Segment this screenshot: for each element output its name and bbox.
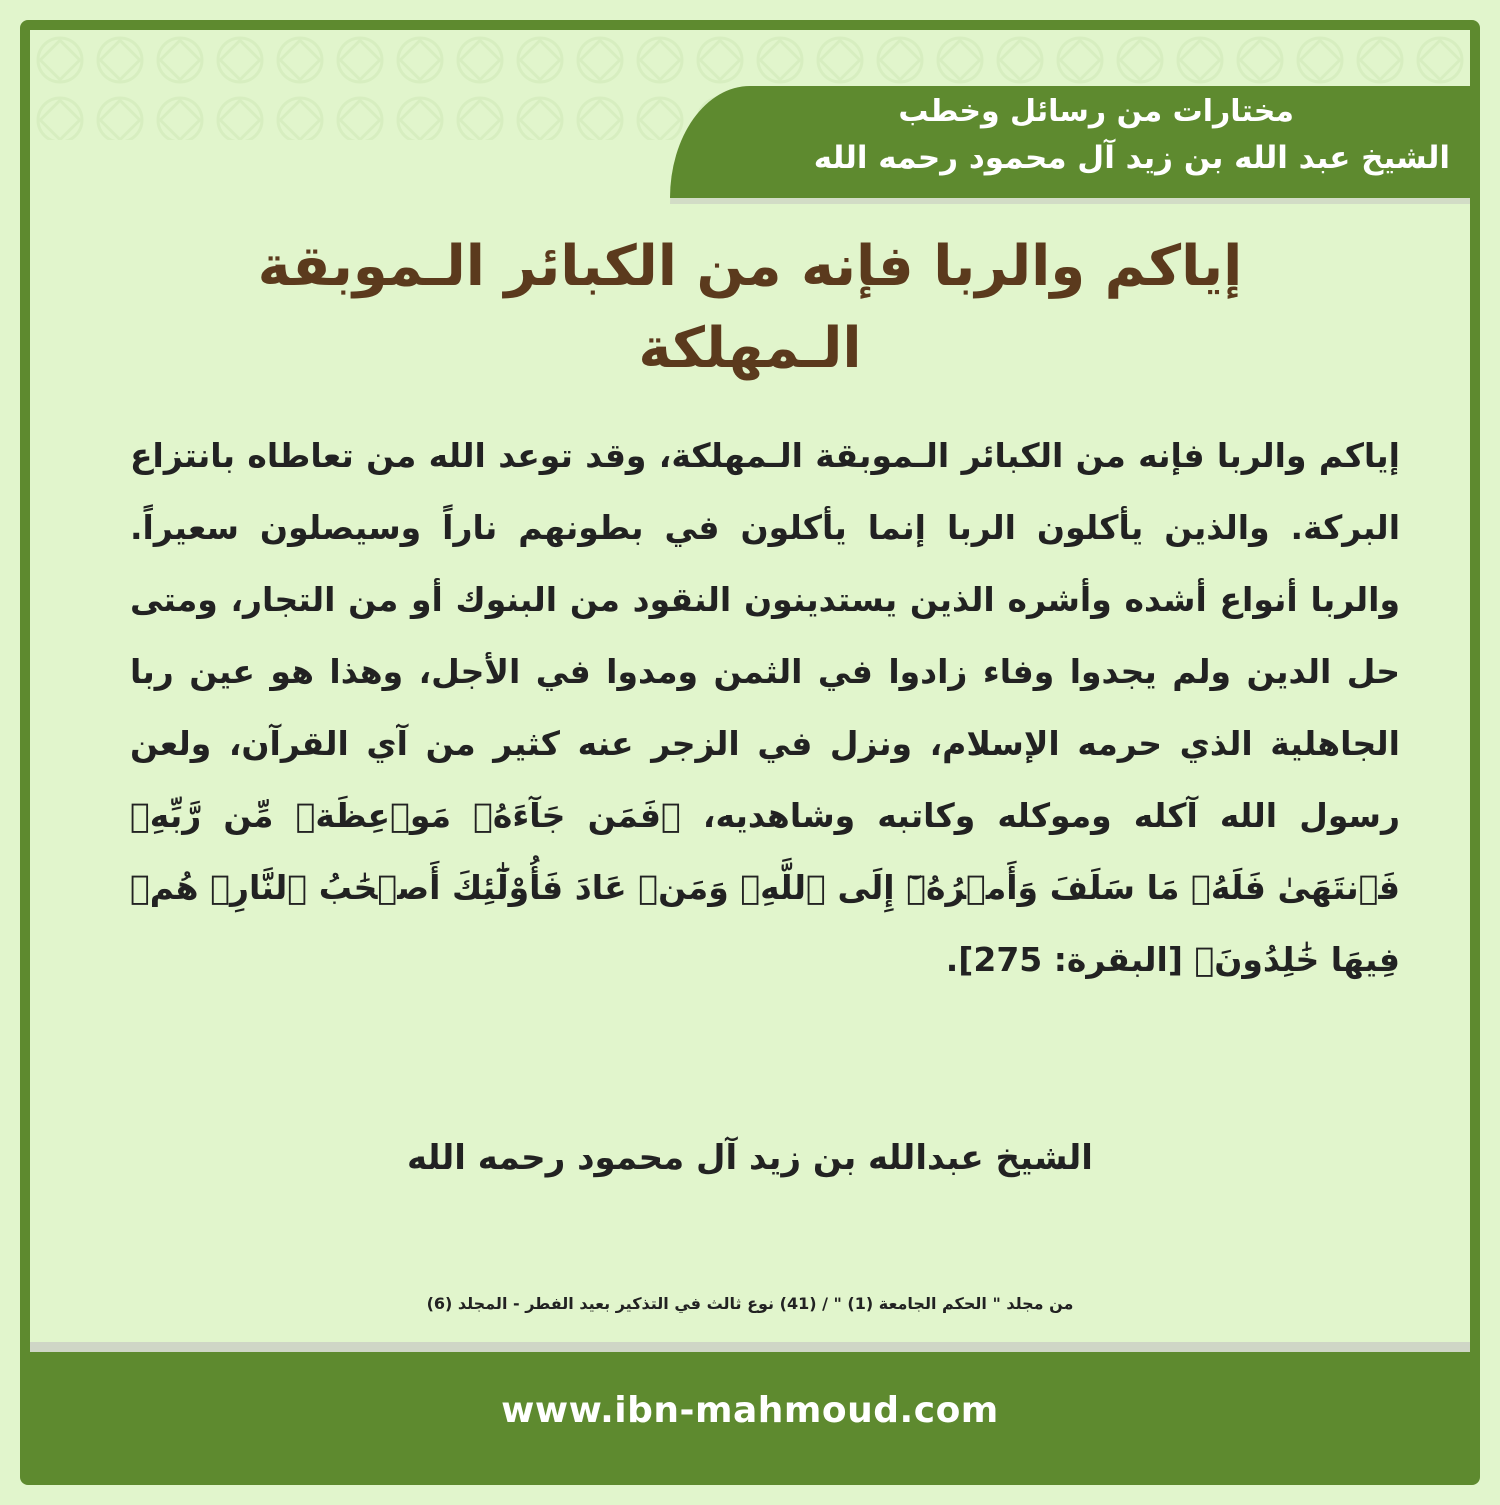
header-banner [670, 86, 1470, 198]
content-panel [30, 30, 1470, 1352]
panel-divider [30, 1342, 1470, 1352]
article-body [130, 420, 1400, 996]
verse-reference: [البقرة: 275]. [945, 940, 1195, 979]
source-citation: من مجلد " الحكم الجامعة (1) " / (41) نوع ثالث في التذكير بعيد الفطر - المجلد (6) [426, 1294, 1074, 1313]
page-title: إياكم والربا فإنه من الكبائر الـموبقة الـمهلكة [257, 234, 1243, 381]
website-link[interactable]: www.ibn-mahmoud.com [501, 1390, 999, 1431]
quran-verse: ﴿فَمَن جَآءَهُۥ مَوۡعِظَةٞ مِّن رَّبِّهِۦ فَٱنتَهَىٰ فَلَهُۥ مَا سَلَفَ وَأَمۡرُهُۥٓ إِلَى ٱللَّهِۖ وَمَنۡ عَادَ فَأُوْلَٰٓئِكَ أَصۡحَٰبُ ٱلنَّارِۖ هُمۡ فِيهَا خَٰلِدُونَ﴾ [130, 796, 1400, 979]
card-frame [20, 20, 1480, 1485]
article-text: إياكم والربا فإنه من الكبائر الـموبقة الـمهلكة، وقد توعد الله من تعاطاه بانتزاع البركة. والذين يأكلون الربا إنما يأكلون في بطونهم ناراً وسيصلون سعيراً. والربا أنواع أشده وأشره الذين يستدينون النقود من البنوك أو من التجار، ومتى حل الدين ولم يجدوا وفاء زادوا في الثمن ومدوا في الأجل، وهذا هو عين ربا الجاهلية الذي حرمه الإسلام، ونزل في الزجر عنه كثير من آي القرآن، ولعن رسول الله آكله وموكله وكاتبه وشاهديه، [130, 436, 1400, 835]
author-signature: الشيخ عبدالله بن زيد آل محمود رحمه الله [407, 1138, 1093, 1178]
header-subtitle: مختارات من رسائل وخطب [898, 94, 1294, 129]
header-author: الشيخ عبد الله بن زيد آل محمود رحمه الله [813, 140, 1450, 176]
